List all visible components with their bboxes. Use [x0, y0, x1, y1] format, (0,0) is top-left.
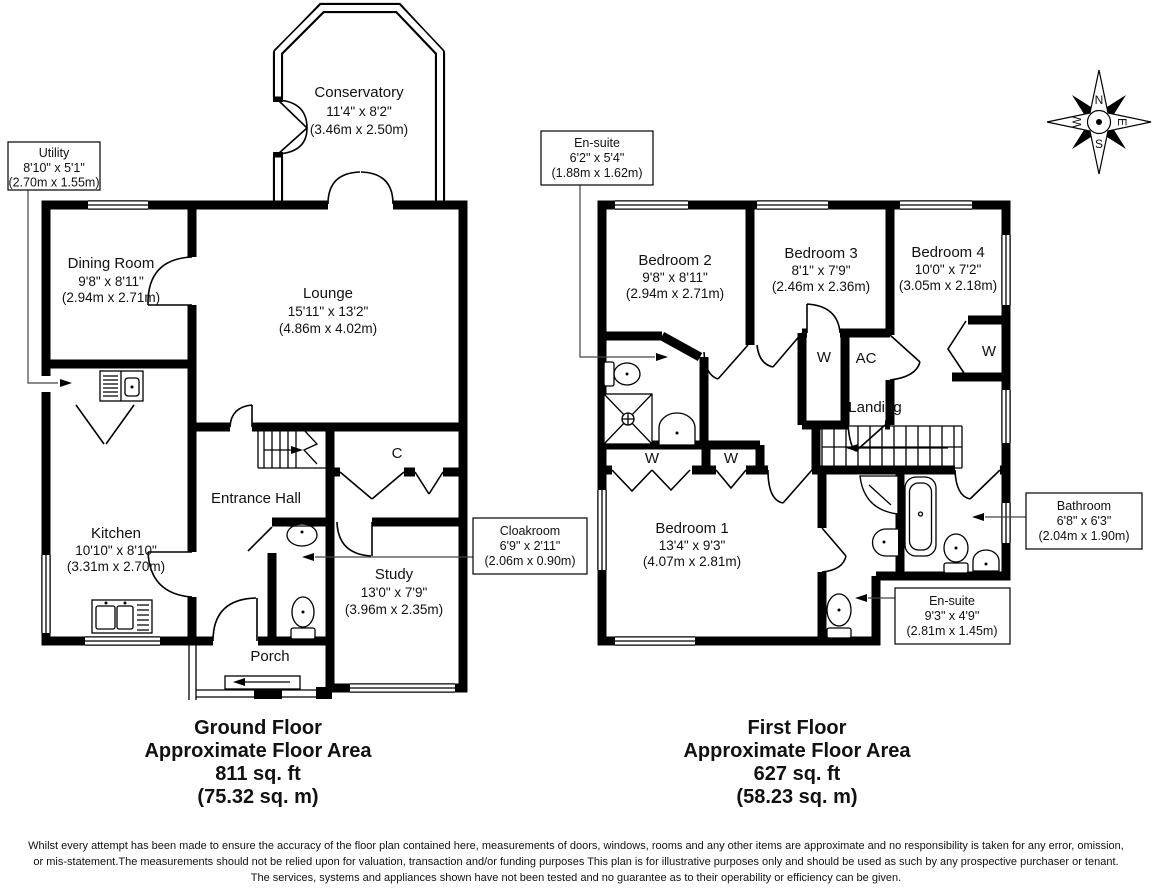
study-label: Study — [374, 566, 414, 583]
ensuite-top-dim-metric: (1.88m x 1.62m) — [551, 166, 643, 180]
compass-east-label: E — [1115, 117, 1129, 127]
front-door — [213, 598, 257, 641]
ensuite-bottom-arrow — [855, 594, 867, 602]
first-floor-plan — [541, 131, 1142, 808]
dining-room-dim-metric: (2.94m x 2.71m) — [61, 290, 161, 305]
ensuite-top-dim-imperial: 6'2" x 5'4" — [569, 151, 625, 165]
ground-floor-summary — [144, 717, 372, 808]
ensuite-bottom-dim-metric: (2.81m x 1.45m) — [906, 624, 998, 638]
compass-south-label: S — [1094, 137, 1104, 151]
ensuite-top-shower — [604, 394, 652, 444]
conservatory-label: Conservatory — [314, 84, 404, 101]
cloakroom-arrow — [302, 553, 314, 561]
wardrobe-label: W — [723, 450, 739, 467]
bathroom-door — [955, 470, 1000, 499]
bedroom3-dim-metric: (2.46m x 2.36m) — [771, 279, 871, 294]
ground-floor-plan — [8, 4, 587, 809]
bedroom1-dim-imperial: 13'4" x 9'3" — [658, 538, 726, 553]
first-floor-caption: Approximate Floor Area — [683, 740, 911, 762]
bathroom-sink — [973, 550, 999, 571]
lounge-french-doors — [328, 172, 393, 204]
lounge-dim-imperial: 15'11" x 13'2" — [287, 304, 369, 319]
ensuite-bottom-label: En-suite — [929, 594, 975, 608]
bathroom-arrow — [972, 513, 984, 521]
study-dim-imperial: 13'0" x 7'9" — [360, 585, 428, 600]
ensuite-top-label: En-suite — [574, 136, 620, 150]
bedroom3-label: Bedroom 3 — [784, 245, 858, 262]
conservatory-side-doors — [278, 100, 307, 154]
study-door — [337, 522, 372, 556]
bedroom2-door — [704, 345, 748, 379]
cloakroom-toilet — [291, 597, 315, 639]
ensuite-bottom-dim-imperial: 9'3" x 4'9" — [924, 609, 980, 623]
bedroom3-dim-imperial: 8'1" x 7'9" — [791, 263, 851, 278]
bedroom1-door — [768, 470, 812, 503]
ground-floor-title: Ground Floor — [194, 717, 322, 739]
first-floor-stairs — [822, 426, 962, 468]
cupboard-doors — [340, 472, 443, 499]
bedroom4-dim-imperial: 10'0" x 7'2" — [914, 262, 982, 277]
disclaimer-line-2: or mis-statement.The measurements should not be relied upon for valuation, transaction and/or funding purposes This plan is for illustrative purposes only and should be used as such by any prospective purchaser or tenant. — [33, 856, 1119, 868]
porch-label: Porch — [250, 648, 290, 665]
bedroom1-wardrobe-bifolds — [612, 470, 746, 491]
wardrobe-label: W — [981, 343, 997, 360]
cloakroom-door — [248, 527, 272, 551]
study-dim-metric: (3.96m x 2.35m) — [344, 602, 444, 617]
kitchen-dim-imperial: 10'10" x 8'10" — [75, 543, 157, 558]
compass-north-label: N — [1094, 93, 1104, 107]
dining-room-dim-imperial: 9'8" x 8'11" — [78, 274, 144, 289]
lounge-label: Lounge — [302, 285, 354, 302]
bedroom4-door — [890, 335, 920, 380]
kitchen-dim-metric: (3.31m x 2.70m) — [66, 559, 166, 574]
porch-post — [316, 687, 332, 699]
ensuite-door — [822, 528, 846, 572]
conservatory-dim-imperial: 11'4" x 8'2" — [326, 104, 392, 119]
bathroom-callout — [972, 493, 1142, 549]
utility-label: Utility — [38, 146, 70, 160]
first-floor-title: First Floor — [747, 717, 847, 739]
lounge-door — [230, 405, 252, 427]
ground-floor-caption: Approximate Floor Area — [144, 740, 372, 762]
conservatory-dim-metric: (3.46m x 2.50m) — [309, 122, 409, 137]
bathroom-dim-imperial: 6'8" x 6'3" — [1056, 514, 1112, 528]
stairs-up-arrow — [291, 446, 303, 454]
cupboard-label: C — [391, 445, 403, 462]
compass-rose — [1047, 70, 1151, 174]
lounge-dim-metric: (4.86m x 4.02m) — [278, 321, 378, 336]
utility-doors — [76, 405, 134, 444]
entrance-hall-label: Entrance Hall — [210, 490, 302, 507]
disclaimer — [28, 840, 1124, 884]
ground-floor-area-m: (75.32 sq. m) — [197, 786, 319, 808]
bathroom-dim-metric: (2.04m x 1.90m) — [1038, 529, 1130, 543]
bathroom-bath — [905, 477, 936, 556]
wardrobe-door — [807, 304, 840, 333]
disclaimer-line-1: Whilst every attempt has been made to ensure the accuracy of the floor plan contained here, measurements of doors, windows, rooms and any other items are approximate and no responsibility is taken for any error, omission, — [28, 840, 1124, 852]
bathroom-toilet — [944, 534, 968, 573]
bedroom2-dim-imperial: 9'8" x 8'11" — [642, 270, 708, 285]
bedroom3-door — [757, 333, 802, 367]
ensuite-top-toilet — [604, 362, 640, 386]
cloakroom-label: Cloakroom — [499, 524, 561, 538]
utility-dim-imperial: 8'10" x 5'1" — [23, 161, 85, 175]
ensuite-top-arrow — [656, 353, 668, 361]
compass-west-label: W — [1070, 116, 1084, 128]
utility-appliance — [100, 371, 143, 401]
bedroom1-dim-metric: (4.07m x 2.81m) — [642, 554, 742, 569]
cloakroom-sink — [287, 524, 317, 546]
utility-dim-metric: (2.70m x 1.55m) — [8, 175, 100, 190]
kitchen-sink — [92, 600, 152, 633]
disclaimer-line-3: The services, systems and appliances shown have not been tested and no guarantee as to their operability or efficiency can be given. — [250, 872, 902, 884]
ensuite-sink — [873, 529, 899, 556]
kitchen-label: Kitchen — [90, 525, 142, 542]
compass-center-dot — [1096, 119, 1102, 125]
bedroom2-dim-metric: (2.94m x 2.71m) — [625, 286, 725, 301]
first-floor-summary — [683, 717, 911, 808]
first-floor-area-ft: 627 sq. ft — [753, 763, 841, 785]
ground-floor-doors — [76, 257, 443, 641]
bathroom-label: Bathroom — [1056, 499, 1112, 513]
landing-label: Landing — [848, 399, 902, 416]
airing-cupboard-label: AC — [855, 350, 877, 367]
bedroom4-wardrobe-bifold — [948, 321, 966, 376]
wardrobe-label: W — [644, 450, 660, 467]
ensuite-bottom-toilet — [827, 594, 851, 638]
wardrobe-label: W — [816, 349, 832, 366]
ensuite-top-sink — [659, 413, 695, 445]
bedroom4-label: Bedroom 4 — [911, 244, 985, 261]
bedroom2-label: Bedroom 2 — [638, 252, 712, 269]
utility-arrow — [60, 379, 72, 387]
cloakroom-dim-imperial: 6'9" x 2'11" — [499, 539, 561, 553]
dining-room-label: Dining Room — [67, 255, 155, 272]
ensuite-corner-shower — [860, 476, 898, 514]
ground-floor-area-ft: 811 sq. ft — [215, 763, 301, 785]
first-floor-area-m: (58.23 sq. m) — [736, 786, 858, 808]
bedroom4-dim-metric: (3.05m x 2.18m) — [898, 278, 998, 293]
cloakroom-dim-metric: (2.06m x 0.90m) — [484, 554, 576, 568]
bedroom1-label: Bedroom 1 — [655, 520, 729, 537]
